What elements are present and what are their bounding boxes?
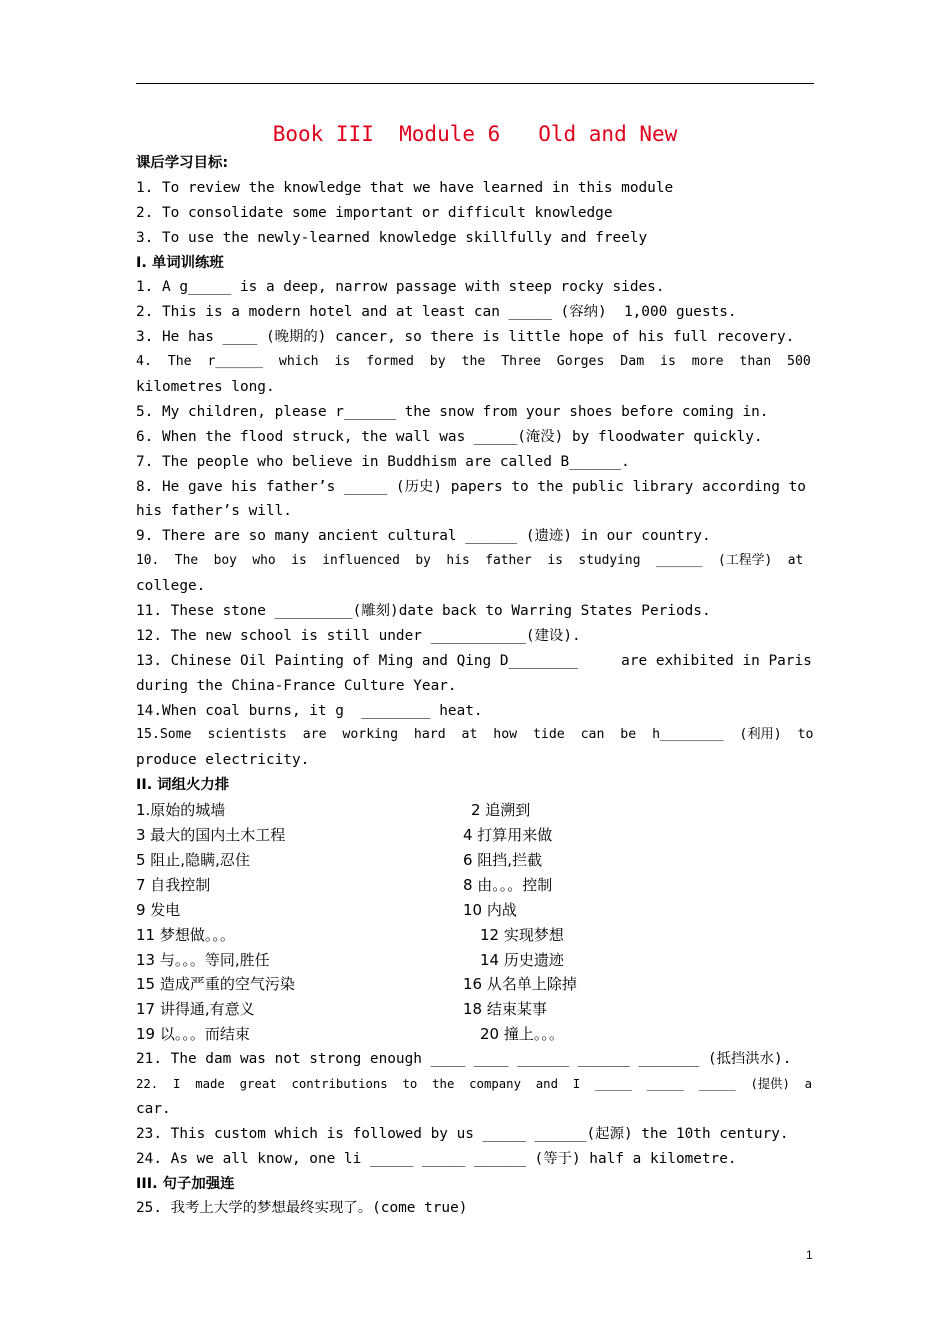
- phrase-pair: [136, 972, 814, 997]
- exercise-line: 1. A g_____ is a deep, narrow passage with steep rocky sides.: [136, 279, 665, 296]
- phrase-left: 17 讲得通,有意义: [136, 1000, 255, 1019]
- phrase-pair: [136, 898, 814, 923]
- exercise-line: 11. These stone _________(雕刻)date back to Warring States Periods.: [136, 603, 711, 620]
- phrase-pair: [136, 848, 814, 873]
- phrase-right: 8 由。。。控制: [463, 875, 553, 894]
- phrase-left: 11 梦想做。。。: [136, 925, 235, 944]
- phrase-right: 10 内战: [463, 900, 517, 919]
- section-1-heading: I. 单词训练班: [136, 254, 224, 271]
- worksheet-body: [136, 151, 814, 1221]
- phrase-right: 16 从名单上除掉: [463, 975, 577, 994]
- phrase-left: 5 阻止,隐瞒,忍住: [136, 850, 250, 869]
- exercise-line: during the China-France Culture Year.: [136, 677, 457, 694]
- exercise-line: 24. As we all know, one li _____ _____ ______ (等于) half a kilometre.: [136, 1150, 737, 1167]
- phrase-pair: [136, 923, 814, 948]
- section-3-heading: III. 句子加强连: [136, 1175, 235, 1192]
- exercise-line: 22. I made great contributions to the company and I _____ _____ _____ (提供) a: [136, 1076, 813, 1091]
- phrase-right: 4 打算用来做: [463, 826, 553, 845]
- exercise-line: 23. This custom which is followed by us _____ ______(起源) the 10th century.: [136, 1125, 789, 1142]
- exercise-line: 7. The people who believe in Buddhism are called B______.: [136, 453, 630, 470]
- exercise-line: 15.Some scientists are working hard at how tide can be h________ (利用) to: [136, 727, 814, 743]
- top-rule: [136, 83, 814, 84]
- exercise-line: 2. This is a modern hotel and at least can _____ (容纳) 1,000 guests.: [136, 304, 737, 321]
- exercise-line: 6. When the flood struck, the wall was _____(淹没) by floodwater quickly.: [136, 428, 763, 445]
- phrase-pair: [136, 798, 814, 823]
- phrase-right: 14 历史遗迹: [480, 950, 564, 969]
- exercise-line: produce electricity.: [136, 752, 310, 769]
- phrase-left: 19 以。。。而结束: [136, 1025, 250, 1044]
- phrase-left: 15 造成严重的空气污染: [136, 975, 295, 994]
- exercise-line: his father’s will.: [136, 503, 292, 520]
- exercise-line: 5. My children, please r______ the snow from your shoes before coming in.: [136, 403, 769, 420]
- exercise-line: 21. The dam was not strong enough ____ ____ ______ ______ _______ (抵挡洪水).: [136, 1051, 792, 1068]
- exercise-line: kilometres long.: [136, 379, 275, 396]
- phrase-left: 9 发电: [136, 900, 181, 919]
- page-title: Book III Module 6 Old and New: [272, 122, 678, 146]
- exercise-line: 3. He has ____ (晚期的) cancer, so there is little hope of his full recovery.: [136, 329, 795, 346]
- objectives-heading: 课后学习目标:: [136, 155, 229, 171]
- exercise-line: 13. Chinese Oil Painting of Ming and Qing D________ are exhibited in Paris: [136, 652, 812, 669]
- exercise-line: 12. The new school is still under ___________(建设).: [136, 627, 581, 644]
- exercise-line: 10. The boy who is influenced by his father is studying ______ (工程学) at: [136, 553, 804, 569]
- exercise-line: car.: [136, 1100, 171, 1117]
- section-2-heading: II. 词组火力排: [136, 777, 230, 794]
- exercise-line: 8. He gave his father’s _____ (历史) papers to the public library according to: [136, 478, 806, 495]
- phrase-pair: [136, 948, 814, 973]
- phrase-pair: [136, 823, 814, 848]
- exercise-line: 9. There are so many ancient cultural ______ (遗迹) in our country.: [136, 528, 711, 545]
- phrase-right: 20 撞上。。。: [480, 1025, 564, 1044]
- exercise-line: 25. 我考上大学的梦想最终实现了。(come true): [136, 1200, 468, 1217]
- objective-item: 1. To review the knowledge that we have learned in this module: [136, 179, 674, 196]
- objective-item: 3. To use the newly-learned knowledge skillfully and freely: [136, 229, 648, 246]
- phrase-right: 12 实现梦想: [480, 925, 564, 944]
- phrase-left: 7 自我控制: [136, 875, 211, 894]
- phrase-left: 1.原始的城墙: [136, 801, 226, 820]
- phrase-left: 13 与。。。等同,胜任: [136, 950, 270, 969]
- exercise-line: college.: [136, 578, 206, 595]
- exercise-line: 4. The r______ which is formed by the Three Gorges Dam is more than 500: [136, 354, 811, 370]
- phrase-pair: [136, 873, 814, 898]
- page-number: 1: [806, 1248, 813, 1262]
- phrase-right: 2 追溯到: [471, 801, 531, 820]
- phrase-pair: [136, 1022, 814, 1047]
- objective-item: 2. To consolidate some important or difficult knowledge: [136, 204, 613, 221]
- phrase-right: 18 结束某事: [463, 1000, 547, 1019]
- phrase-right: 6 阻挡,拦截: [463, 850, 543, 869]
- phrase-pair: [136, 997, 814, 1022]
- exercise-line: 14.When coal burns, it g ________ heat.: [136, 702, 483, 719]
- phrase-left: 3 最大的国内土木工程: [136, 826, 286, 845]
